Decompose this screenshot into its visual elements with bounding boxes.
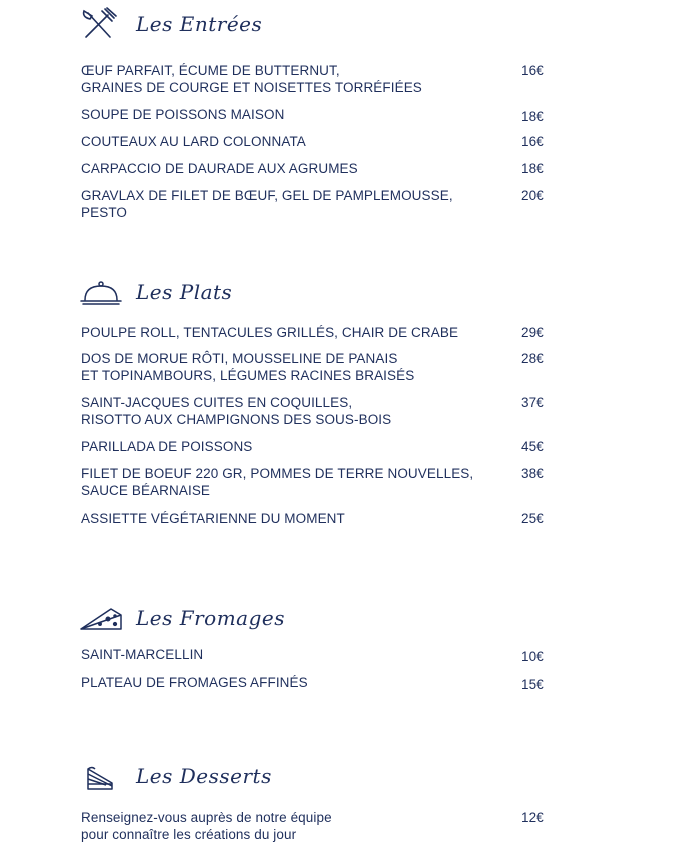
menu-item-price: 10€	[521, 649, 544, 664]
section-title-fromages: Les Fromages	[136, 606, 286, 630]
menu-item	[81, 350, 551, 384]
menu-item-name: COUTEAUX AU LARD COLONNATA	[81, 134, 306, 149]
menu-item	[81, 106, 551, 123]
menu-item	[81, 646, 551, 663]
menu-item-name: SAINT-MARCELLIN	[81, 647, 204, 662]
section-title-entrees: Les Entrées	[136, 12, 263, 36]
menu-item-name: DOS DE MORUE RÔTI, MOUSSELINE DE PANAIS ET TOPINAMBOURS, LÉGUMES RACINES BRAISÉS	[81, 351, 415, 383]
menu-item	[81, 465, 551, 499]
menu-item-price: 37€	[521, 395, 544, 410]
menu-item	[81, 674, 551, 691]
menu-item-price: 16€	[521, 63, 544, 78]
section-title-desserts: Les Desserts	[136, 764, 272, 788]
section-title-plats: Les Plats	[136, 280, 233, 304]
menu-item-price: 25€	[521, 511, 544, 526]
menu-item	[81, 187, 551, 221]
menu-item-name: FILET DE BOEUF 220 GR, POMMES DE TERRE NOUVELLES, SAUCE BÉARNAISE	[81, 466, 474, 498]
menu-item	[81, 62, 551, 96]
menu-item-price: 38€	[521, 466, 544, 481]
menu-item	[81, 438, 551, 455]
menu-item-name: SOUPE DE POISSONS MAISON	[81, 107, 285, 122]
menu-item-name: POULPE ROLL, TENTACULES GRILLÉS, CHAIR DE CRABE	[81, 325, 459, 340]
menu-item-price: 12€	[521, 810, 544, 825]
menu-item-name: PARILLADA DE POISSONS	[81, 439, 253, 454]
menu-item-price: 16€	[521, 134, 544, 149]
menu-item-name: SAINT-JACQUES CUITES EN COQUILLES, RISOTTO AUX CHAMPIGNONS DES SOUS-BOIS	[81, 395, 392, 427]
menu-item-name: GRAVLAX DE FILET DE BŒUF, GEL DE PAMPLEMOUSSE, PESTO	[81, 188, 453, 220]
cheese-icon	[78, 601, 124, 635]
menu-item	[81, 809, 551, 843]
menu-item	[81, 510, 551, 527]
menu-item-price: 18€	[521, 109, 544, 124]
cloche-icon	[78, 275, 124, 309]
menu-item-price: 15€	[521, 677, 544, 692]
menu-item-name: Renseignez-vous auprès de notre équipe pour connaître les créations du jour	[81, 810, 332, 842]
menu-item-price: 45€	[521, 439, 544, 454]
menu-item-price: 18€	[521, 161, 544, 176]
section-header-entrees	[78, 4, 262, 44]
cake-slice-icon	[78, 759, 124, 793]
section-header-desserts	[78, 756, 272, 796]
menu-item	[81, 324, 551, 341]
menu-item-name: PLATEAU DE FROMAGES AFFINÉS	[81, 675, 308, 690]
menu-item	[81, 133, 551, 150]
menu-item	[81, 394, 551, 428]
menu-item-price: 28€	[521, 351, 544, 366]
menu-item-price: 29€	[521, 325, 544, 340]
menu-item-price: 20€	[521, 188, 544, 203]
menu-item-name: ŒUF PARFAIT, ÉCUME DE BUTTERNUT, GRAINES DE COURGE ET NOISETTES TORRÉFIÉES	[81, 63, 422, 95]
menu-item	[81, 160, 551, 177]
section-header-plats	[78, 272, 232, 312]
section-header-fromages	[78, 598, 285, 638]
fork-knife-icon	[78, 7, 124, 41]
menu-item-name: ASSIETTE VÉGÉTARIENNE DU MOMENT	[81, 511, 345, 526]
menu-item-name: CARPACCIO DE DAURADE AUX AGRUMES	[81, 161, 358, 176]
